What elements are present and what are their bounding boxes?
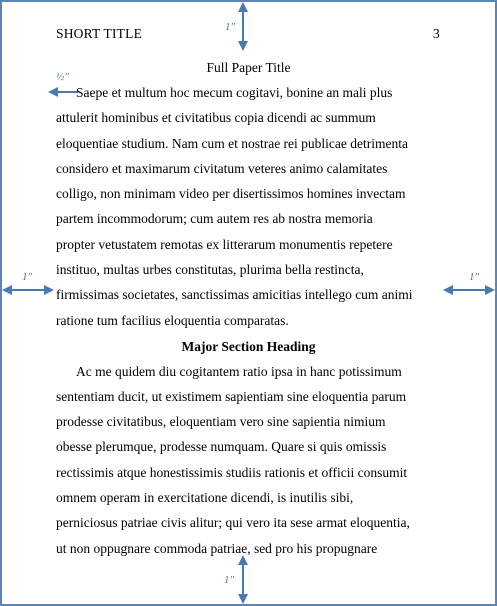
text-line: ut non oppugnare commoda patriae, sed pro his propugnare	[56, 541, 378, 556]
right-margin-label: 1″	[469, 271, 480, 283]
running-head-title: SHORT TITLE	[56, 26, 143, 41]
text-line: omnem operam in exercitatione dicendi, is inutilis sibi,	[56, 490, 354, 505]
text-line: perniciosus patriae civis alitur; qui vero ita sese armat eloquentia,	[56, 515, 410, 530]
indent-label: ½″	[56, 71, 69, 83]
text-line: obesse plerumque, prodesse numquam. Quare si quis omissis	[56, 439, 387, 454]
text-line: colligo, non minimam video per disertissimos homines invectam	[56, 186, 406, 201]
paper-title: Full Paper Title	[206, 60, 291, 75]
top-margin-label: 1″	[225, 21, 236, 33]
text-line: attulerit hominibus et civitatibus copia dicendi ac summum	[56, 110, 376, 125]
text-line: rectissimis atque honestissimis studiis rationis et officii consumit	[56, 465, 408, 480]
text-line: sententiam ducit, ut existimem sapientiam sine eloquentia parum	[56, 389, 407, 404]
text-line: prodesse civitatibus, eloquentiam vero sine sapientia nimium	[56, 414, 386, 429]
text-line: partem incommodorum; cum autem res ab nostra memoria	[56, 211, 373, 226]
text-line: considero et maximarum civitatum veteres animo calamitates	[56, 161, 388, 176]
text-line: firmissimas societates, sanctissimas amicitias intellego cum animi	[56, 287, 413, 302]
text-line: eloquentiae studium. Nam cum et nostrae rei publicae detrimenta	[56, 136, 409, 151]
text-line: instituo, multas urbes constitutas, plurima bella restincta,	[56, 262, 364, 277]
text-line: Ac me quidem diu cogitantem ratio ipsa in hanc potissimum	[76, 364, 402, 379]
text-line: ratione tum facilius eloquentia comparatas.	[56, 313, 289, 328]
left-margin-label: 1″	[22, 271, 33, 283]
text-line: Saepe et multum hoc mecum cogitavi, bonine an mali plus	[76, 85, 393, 100]
section-heading: Major Section Heading	[181, 339, 316, 354]
page-number: 3	[433, 26, 440, 41]
bottom-margin-label: 1″	[224, 574, 235, 586]
text-line: propter vetustatem remotas ex litterarum monumentis repetere	[56, 237, 393, 252]
